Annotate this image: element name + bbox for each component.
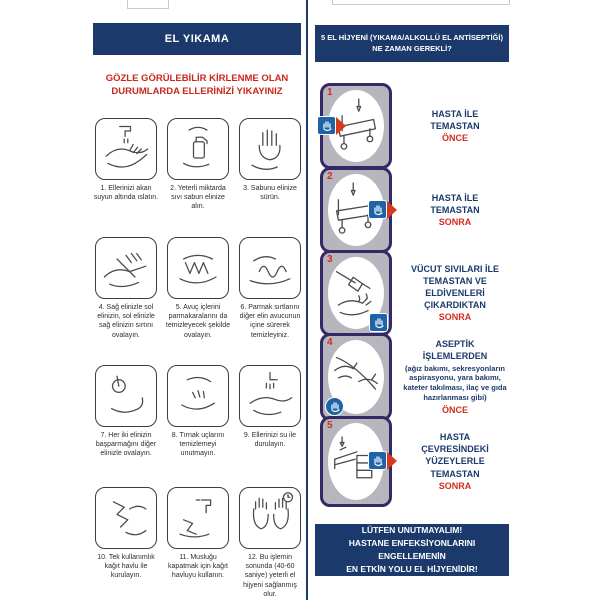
left-panel-subtitle: GÖZLE GÖRÜLEBİLİR KİRLENME OLAN DURUMLARDA ELLERİNİZİ YIKAYINIZ [105, 73, 289, 98]
step-9-illustration [239, 365, 301, 427]
right-panel-title-line2: NE ZAMAN GEREKLİ? [372, 43, 452, 53]
step-5-caption: 5. Avuç içlerini parmakaralarını da temizleyecek şekilde ovalayın. [165, 304, 231, 339]
hands-under-water-icon [99, 122, 153, 176]
close-tap-with-towel-icon [171, 491, 225, 545]
arrow-right-icon [336, 117, 346, 135]
left-panel-header [93, 23, 301, 55]
moment-1-title: HASTA İLE TEMASTAN [430, 108, 480, 131]
rinse-hands-icon [243, 369, 297, 423]
arrow-right-icon [387, 201, 397, 219]
step-5-illustration [167, 237, 229, 299]
thumb-rub-icon [99, 369, 153, 423]
steps-row-1 [93, 118, 303, 212]
moment-3-title: VÜCUT SIVILARI İLE TEMASTAN VE ELDİVENLERİ ÇIKARDIKTAN [410, 263, 499, 311]
hand-badge-icon [317, 116, 336, 135]
step-4 [93, 237, 159, 340]
moment-3-keyword: SONRA [438, 312, 472, 323]
moment-1-number: 1 [327, 87, 333, 98]
step-8-illustration [167, 365, 229, 427]
step-11-illustration [167, 487, 229, 549]
step-1-illustration [95, 118, 157, 180]
step-1 [93, 118, 159, 212]
white-hand-icon [328, 400, 342, 414]
hygiene-moment-2 [320, 170, 510, 250]
steps-row-2 [93, 237, 303, 340]
step-10 [93, 487, 159, 599]
hand-badge-icon [368, 200, 387, 219]
moment-1-image [320, 83, 392, 169]
interlaced-fingers-icon [171, 241, 225, 295]
step-10-caption: 10. Tek kullanımlık kağıt havlu ile kurulayın. [97, 554, 155, 580]
moment-3-marker [369, 313, 388, 332]
moment-5-marker [368, 451, 397, 470]
handwash-steps-grid [93, 114, 303, 600]
hygiene-moment-5 [320, 419, 510, 504]
hand-badge-icon [369, 313, 388, 332]
moment-4-text [392, 338, 510, 415]
finger-backs-icon [243, 241, 297, 295]
paper-towel-dry-icon [99, 491, 153, 545]
moment-2-keyword: SONRA [438, 217, 472, 228]
panel-divider [306, 0, 308, 600]
hygiene-moment-1 [320, 86, 510, 166]
step-7 [93, 365, 159, 459]
step-12-illustration [239, 487, 301, 549]
step-9-caption: 9. Ellerinizi su ile durulayın. [243, 432, 297, 449]
white-hand-icon [371, 454, 385, 468]
hygiene-moment-4 [320, 336, 510, 418]
step-8-caption: 8. Tırnak uçlarını temizlemeyi unutmayın. [171, 432, 225, 458]
moment-2-image [320, 167, 392, 253]
moment-1-text [392, 108, 510, 144]
step-8 [165, 365, 231, 459]
step-3 [237, 118, 303, 212]
right-panel-header [315, 25, 509, 62]
step-6 [237, 237, 303, 340]
step-4-illustration [95, 237, 157, 299]
steps-row-3 [93, 365, 303, 459]
moment-4-keyword: ÖNCE [441, 404, 468, 415]
step-7-caption: 7. Her iki elinizin başparmağını diğer elinizle ovalayın. [95, 432, 157, 458]
right-panel-title-line1: 5 EL HİJYENİ (YIKAMA/ALKOLLÜ EL ANTİSEPTİĞİ) [321, 32, 503, 42]
moment-5-text [392, 431, 510, 492]
moment-2-marker [368, 200, 397, 219]
moment-4-marker [325, 397, 344, 416]
moment-1-marker [317, 116, 346, 135]
step-12 [237, 487, 303, 599]
step-11-caption: 11. Musluğu kapatmak için kağıt havluyu kullanın. [168, 554, 228, 580]
arrow-right-icon [387, 452, 397, 470]
step-9 [237, 365, 303, 459]
white-hand-icon [372, 316, 386, 330]
cropped-top-box-right [332, 0, 510, 5]
left-panel-title: EL YIKAMA [164, 33, 230, 45]
step-5 [165, 237, 231, 340]
step-10-illustration [95, 487, 157, 549]
step-7-illustration [95, 365, 157, 427]
moment-2-text [392, 192, 510, 228]
reminder-line2: HASTANE ENFEKSİYONLARINI ENGELLEMENİN [348, 537, 476, 561]
moment-2-number: 2 [327, 171, 333, 182]
hand-badge-icon [325, 397, 344, 416]
moment-2-title: HASTA İLE TEMASTAN [430, 192, 480, 215]
hand-badge-icon [368, 451, 387, 470]
step-2-caption: 2. Yeterli miktarda sıvı sabun elinize alın. [170, 185, 226, 211]
white-hand-icon [371, 203, 385, 217]
steps-row-4 [93, 487, 303, 599]
reminder-line3: EN ETKİN YOLU EL HİJYENİDİR! [346, 564, 478, 575]
step-11 [165, 487, 231, 599]
moment-5-keyword: SONRA [438, 480, 472, 491]
moment-3-number: 3 [327, 254, 333, 265]
moment-1-keyword: ÖNCE [441, 133, 468, 144]
step-4-caption: 4. Sağ elinizle sol elinizin, sol elinizle sağ elinizin sırtını ovalayın. [97, 304, 155, 339]
step-12-caption: 12. Bu işlemin sonunda (40-60 saniye) yeterli el hijyeni sağlanmış olur. [243, 554, 297, 598]
step-3-illustration [239, 118, 301, 180]
soap-dispenser-icon [171, 122, 225, 176]
step-6-caption: 6. Parmak sırtlarını diğer elin avucunun içine sürerek temizleyiniz. [239, 304, 301, 339]
apply-soap-icon [243, 122, 297, 176]
cropped-top-box-left [127, 0, 169, 9]
rub-hand-backs-icon [99, 241, 153, 295]
reminder-line1: LÜTFEN UNUTMAYALIM! [361, 524, 463, 535]
white-hand-icon [320, 119, 334, 133]
step-3-caption: 3. Sabunu elinize sürün. [243, 185, 297, 202]
moment-5-title: HASTA ÇEVRESİNDEKİ YÜZEYLERLE TEMASTAN [421, 432, 489, 479]
step-2 [165, 118, 231, 212]
moment-4-subtitle: (ağız bakımı, sekresyonların aspirasyonu, yara bakımı, kateter takılması, ilaç ve gıda hazırlanması gibi) [403, 363, 507, 402]
step-2-illustration [167, 118, 229, 180]
moment-5-image [320, 416, 392, 507]
moment-4-title: ASEPTİK İŞLEMLERDEN [422, 339, 488, 362]
moment-4-image [320, 333, 392, 421]
moment-3-image [320, 250, 392, 336]
moment-5-number: 5 [327, 420, 333, 431]
clean-hands-with-clock-icon [243, 491, 297, 545]
step-1-caption: 1. Ellerinizi akan suyun altında ıslatın. [93, 185, 159, 202]
step-6-illustration [239, 237, 301, 299]
fingertips-scrub-icon [171, 369, 225, 423]
reminder-banner [315, 524, 509, 576]
hygiene-moment-3 [320, 253, 510, 333]
moment-4-number: 4 [327, 337, 333, 348]
moment-3-text [392, 263, 510, 324]
